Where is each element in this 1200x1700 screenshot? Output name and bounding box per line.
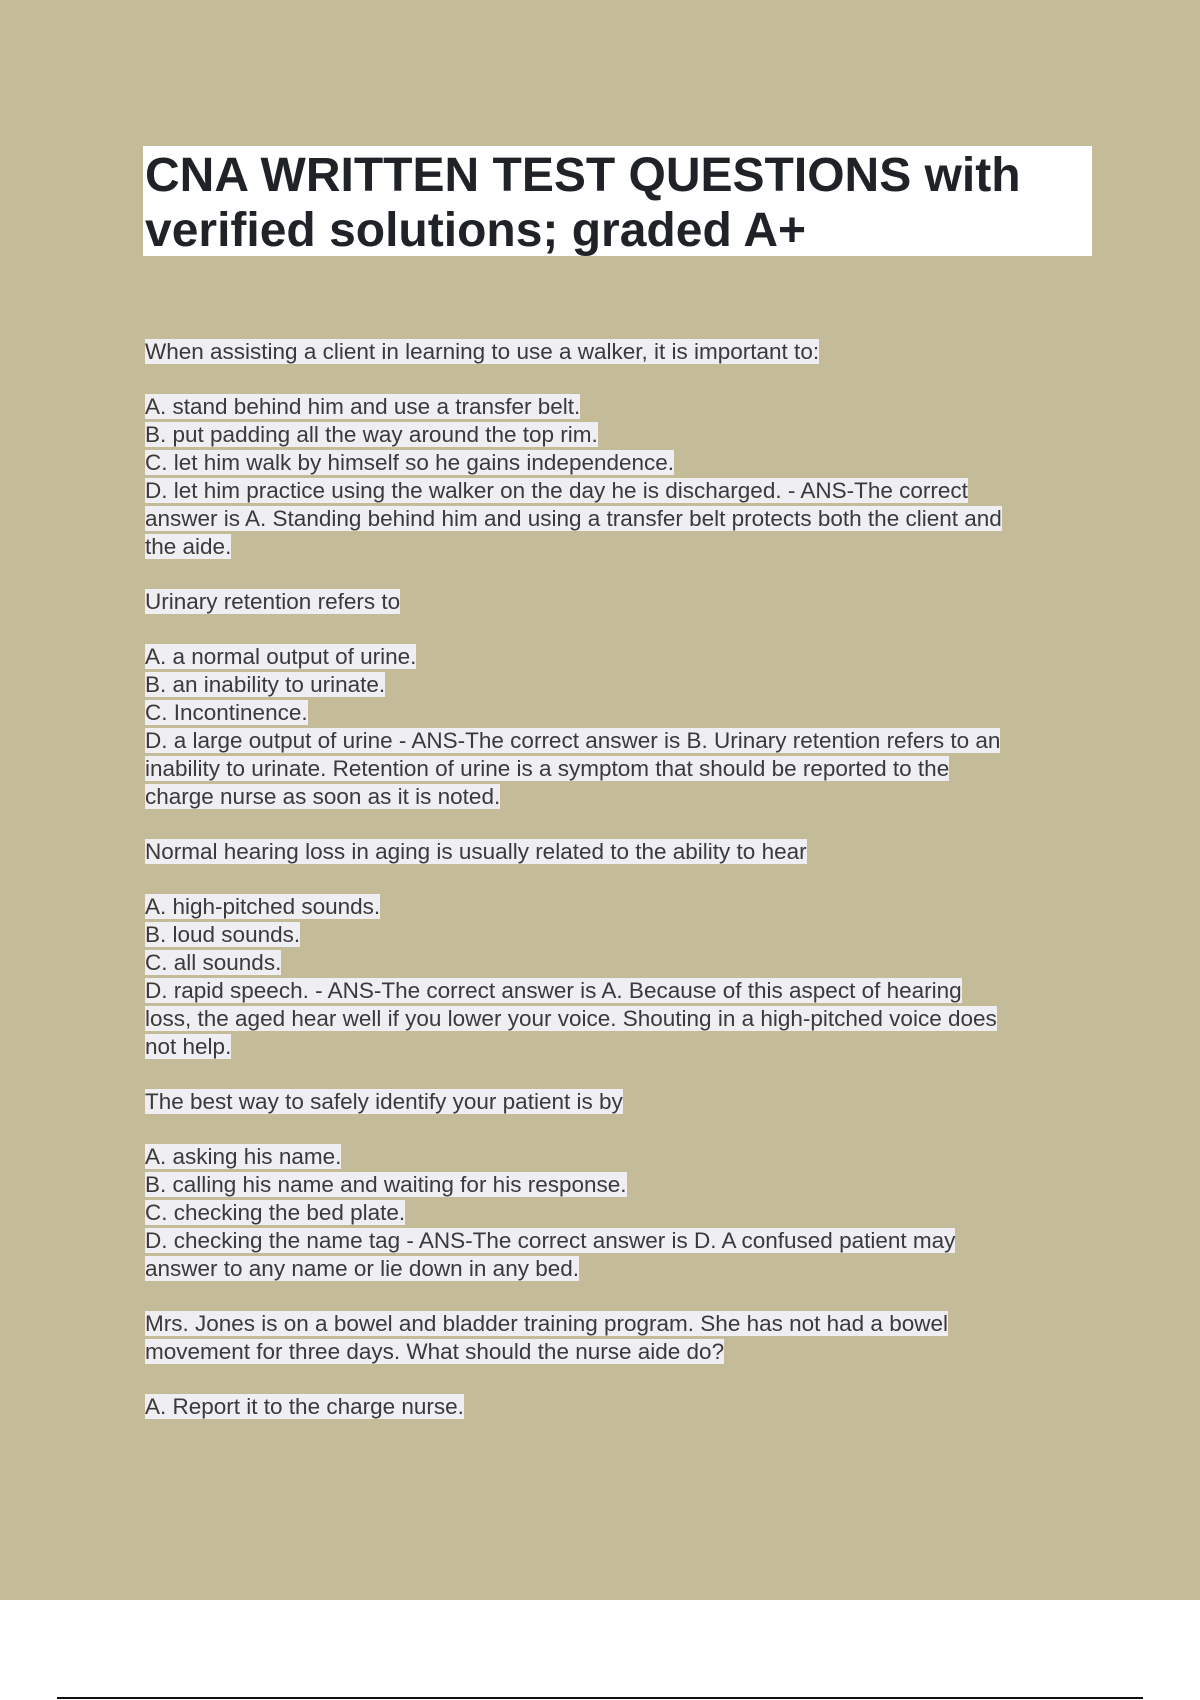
highlighted-text: C. let him walk by himself so he gains independence. [145, 450, 675, 475]
highlighted-text: B. an inability to urinate. [145, 672, 386, 697]
highlighted-text: C. Incontinence. [145, 700, 308, 725]
highlighted-text: B. put padding all the way around the top rim. [145, 422, 598, 447]
text-line [145, 393, 1085, 421]
highlighted-text: inability to urinate. Retention of urine is a symptom that should be reported to the [145, 756, 950, 781]
highlighted-text: The best way to safely identify your patient is by [145, 1089, 623, 1114]
text-line [145, 449, 1085, 477]
highlighted-text: B. loud sounds. [145, 922, 301, 947]
text-line [145, 1338, 1085, 1366]
highlighted-text: D. rapid speech. - ANS-The correct answer is A. Because of this aspect of hearing [145, 978, 962, 1003]
answer-block [145, 643, 1085, 811]
highlighted-text: charge nurse as soon as it is noted. [145, 784, 501, 809]
text-line [145, 1088, 1085, 1116]
highlighted-text: Urinary retention refers to [145, 589, 401, 614]
answer-block [145, 1393, 1085, 1421]
highlighted-text: D. a large output of urine - ANS-The correct answer is B. Urinary retention refers to an [145, 728, 1001, 753]
highlighted-text: A. high-pitched sounds. [145, 894, 381, 919]
footer-rule [57, 1697, 1143, 1699]
document-title [143, 146, 1092, 258]
highlighted-text: A. stand behind him and use a transfer belt. [145, 394, 581, 419]
text-line [145, 755, 1085, 783]
text-line [145, 1033, 1085, 1061]
text-line [145, 1005, 1085, 1033]
text-line [145, 1227, 1085, 1255]
text-line [145, 671, 1085, 699]
highlighted-text: A. asking his name. [145, 1144, 342, 1169]
highlighted-text: answer to any name or lie down in any bed. [145, 1256, 580, 1281]
text-line [145, 1255, 1085, 1283]
text-line [145, 643, 1085, 671]
text-line [145, 338, 1085, 366]
highlighted-text: answer is A. Standing behind him and using a transfer belt protects both the client and [145, 506, 1002, 531]
highlighted-text: C. checking the bed plate. [145, 1200, 406, 1225]
question-prompt [145, 838, 1085, 866]
text-line [145, 949, 1085, 977]
highlighted-text: A. a normal output of urine. [145, 644, 417, 669]
highlighted-text: C. all sounds. [145, 950, 282, 975]
question-prompt [145, 588, 1085, 616]
question-prompt [145, 1310, 1085, 1366]
text-line [145, 921, 1085, 949]
answer-block [145, 893, 1085, 1061]
highlighted-text: not help. [145, 1034, 232, 1059]
highlighted-text: D. checking the name tag - ANS-The correct answer is D. A confused patient may [145, 1228, 956, 1253]
text-line [145, 1310, 1085, 1338]
answer-block [145, 1143, 1085, 1283]
title-box [143, 146, 1092, 256]
question-prompt [145, 1088, 1085, 1116]
highlighted-text: Mrs. Jones is on a bowel and bladder training program. She has not had a bowel [145, 1311, 948, 1336]
text-line [145, 477, 1085, 505]
highlighted-text: A. Report it to the charge nurse. [145, 1394, 464, 1419]
text-line [145, 893, 1085, 921]
highlighted-text: D. let him practice using the walker on the day he is discharged. - ANS-The correct [145, 478, 968, 503]
text-line [145, 1199, 1085, 1227]
text-line [145, 533, 1085, 561]
text-line [145, 588, 1085, 616]
highlighted-text: the aide. [145, 534, 232, 559]
text-line [145, 1143, 1085, 1171]
highlighted-text: When assisting a client in learning to use a walker, it is important to: [145, 339, 820, 364]
text-line [145, 1171, 1085, 1199]
title-line: verified solutions; graded A+ [145, 204, 807, 257]
text-line [145, 699, 1085, 727]
highlighted-text: Normal hearing loss in aging is usually related to the ability to hear [145, 839, 807, 864]
answer-block [145, 393, 1085, 561]
title-line: CNA WRITTEN TEST QUESTIONS with [145, 149, 1021, 202]
text-line [145, 505, 1085, 533]
question-prompt [145, 338, 1085, 366]
text-line [145, 727, 1085, 755]
text-line [145, 977, 1085, 1005]
highlighted-text: B. calling his name and waiting for his response. [145, 1172, 627, 1197]
highlighted-text: movement for three days. What should the nurse aide do? [145, 1339, 725, 1364]
text-line [145, 838, 1085, 866]
text-line [145, 783, 1085, 811]
text-line [145, 421, 1085, 449]
text-line [145, 1393, 1085, 1421]
highlighted-text: loss, the aged hear well if you lower your voice. Shouting in a high-pitched voice does [145, 1006, 997, 1031]
question-list [145, 338, 1085, 1448]
